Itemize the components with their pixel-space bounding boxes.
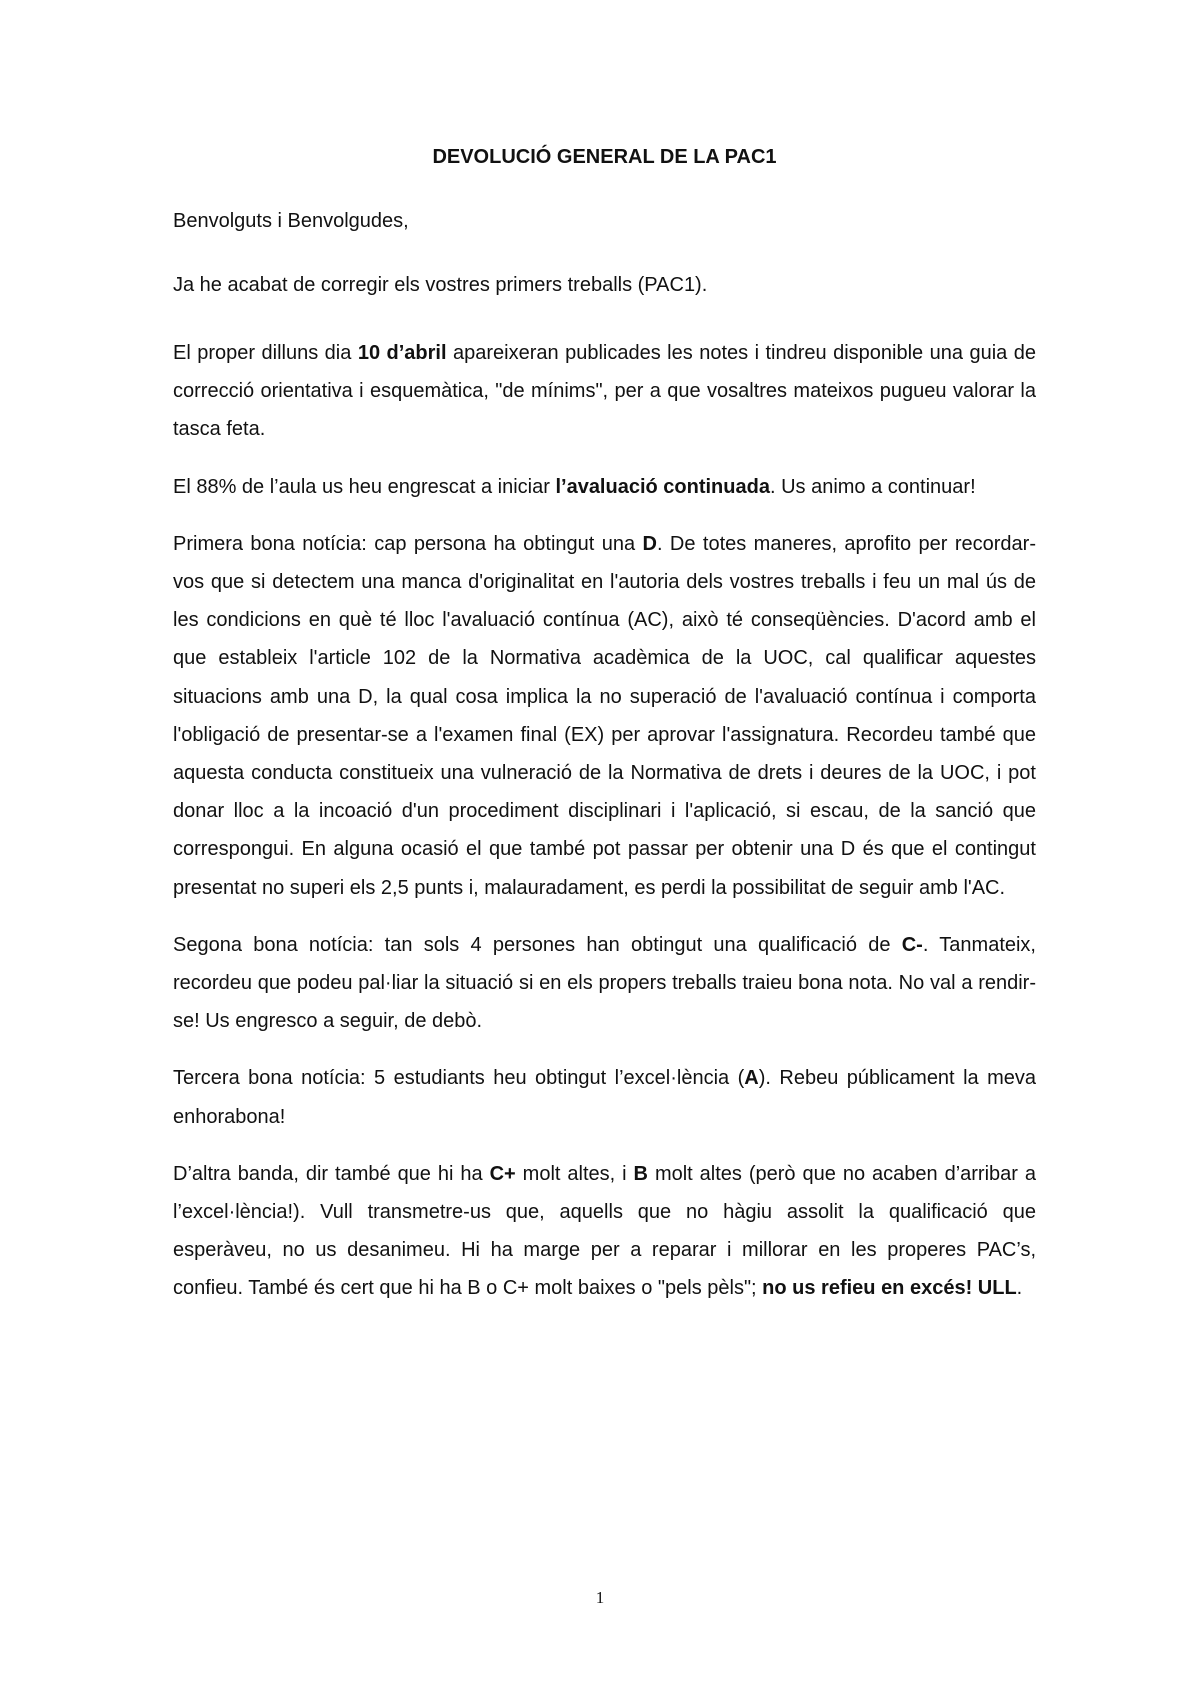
paragraph-1: Ja he acabat de corregir els vostres primers treballs (PAC1).: [173, 274, 708, 296]
paragraph-2-text: El proper dilluns dia: [173, 342, 358, 364]
paragraph-2-text-cont: apareixeran publicades les notes i tindreu disponible una guia de correcció orientativa i esquemàtica, "de mínims", per a que vosaltres mateixos pugueu valorar la tasca feta.: [173, 342, 1036, 441]
paragraph-7-text-2: molt altes, i: [515, 1162, 634, 1185]
paragraph-5: [173, 926, 1036, 1041]
page-number: 1: [595, 1588, 605, 1607]
paragraph-4-text: Primera bona notícia: cap persona ha obtingut una: [173, 532, 643, 555]
paragraph-5-text-cont: . Tanmateix, recordeu que podeu pal·liar la situació si en els propers treballs traieu bona nota. No val a rendir-se! Us engresco a seguir, de debò.: [173, 933, 1036, 1033]
paragraph-3: [173, 468, 1036, 506]
paragraph-3-emphasis: l’avaluació continuada: [555, 475, 770, 498]
paragraph-7-warning: no us refieu en excés! ULL: [762, 1277, 1017, 1300]
document-body: [173, 142, 1036, 1327]
paragraph-7-text: D’altra banda, dir també que hi ha: [173, 1162, 490, 1185]
document-title: DEVOLUCIÓ GENERAL DE LA PAC1: [432, 146, 777, 168]
paragraph-7: [173, 1155, 1036, 1308]
grade-c-minus: C-: [901, 933, 923, 956]
paragraph-4: [173, 525, 1036, 907]
paragraph-7-text-3: molt altes (però que no acaben d’arribar a l’excel·lència!). Vull transmetre-us que, aquells que no hàgiu assolit la qualificació que esperàveu, no us desanimeu. Hi ha marge per a reparar i millorar en les properes PAC’s, confieu. També és cert que hi ha B o C+ molt baixes o "pels pèls";: [173, 1162, 1037, 1300]
grade-b: B: [633, 1162, 648, 1185]
paragraph-2-date: 10 d’abril: [357, 342, 447, 364]
paragraph-6-text: Tercera bona notícia: 5 estudiants heu obtingut l’excel·lència (: [173, 1067, 745, 1090]
paragraph-5-text: Segona bona notícia: tan sols 4 persones han obtingut una qualificació de: [173, 933, 902, 956]
paragraph-3-text-cont: . Us animo a continuar!: [769, 475, 976, 498]
paragraph-3-text: El 88% de l’aula us heu engrescat a iniciar: [173, 475, 556, 498]
paragraph-4-text-cont: . De totes maneres, aprofito per recordar-vos que si detectem una manca d'originalitat en l'autoria dels vostres treballs i feu un mal ús de les condicions en què té lloc l'avaluació contínua (AC), això té conseqüències. D'acord amb el que estableix l'article 102 de la Normativa acadèmica de la UOC, cal qualificar aquestes situacions amb una D, la qual cosa implica la no superació de l'avaluació contínua i comporta l'obligació de presentar-se a l'examen final (EX) per aprovar l'assignatura. Recordeu també que aquesta conducta constitueix una vulneració de la Normativa de drets i deures de la UOC, i pot donar lloc a la incoació d'un procediment disciplinari i l'aplicació, si escau, de la sanció que correspongui. En alguna ocasió el que també pot passar per obtenir una D és que el contingut presentat no superi els 2,5 punts i, malauradament, es perdi la possibilitat de seguir amb l'AC.: [173, 532, 1036, 899]
grade-a: A: [744, 1067, 759, 1090]
paragraph-6-text-cont: ). Rebeu públicament la meva enhorabona!: [173, 1067, 1036, 1128]
paragraph-6: [173, 1059, 1036, 1135]
paragraph-2: [173, 334, 1036, 449]
greeting: Benvolguts i Benvolgudes,: [173, 210, 409, 232]
paragraph-7-end: .: [1016, 1277, 1023, 1300]
grade-c-plus: C+: [489, 1162, 516, 1185]
grade-d: D: [642, 532, 657, 555]
